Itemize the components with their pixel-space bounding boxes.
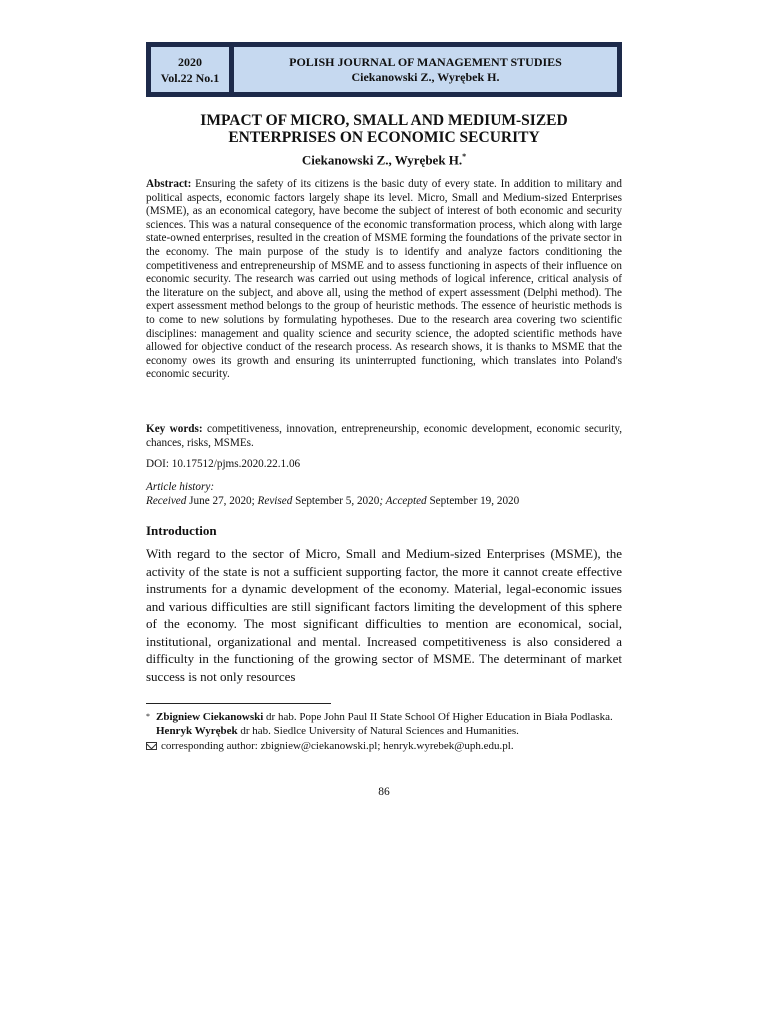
introduction-text: With regard to the sector of Micro, Small and Medium-sized Enterprises (MSME), the activity of the state is not a sufficient supporting factor, the more it cannot create effective instruments for a dynamic development of the economy. Material, legal-economic issues and various difficulties are still significant factors limiting the development of this sphere of the economy. The most significant difficulties to mention are economical, social, institutional, organizational and mental. Increased competitiveness is also considered a difficulty in the functioning of the growing sector of MSME. The determinant of market success is not only resources — [146, 546, 622, 684]
footnote-author1: Zbigniew Ciekanowski — [156, 711, 264, 723]
journal-name: POLISH JOURNAL OF MANAGEMENT STUDIES — [289, 54, 562, 69]
history-dates: Received June 27, 2020; Revised September 5, 2020; Accepted September 19, 2020 — [146, 495, 520, 507]
journal-header — [146, 42, 622, 97]
corresponding-author: corresponding author: zbigniew@ciekanowski.pl; henryk.wyrebek@uph.edu.pl. — [161, 740, 514, 752]
envelope-icon — [146, 742, 157, 750]
footnote-divider — [146, 703, 331, 704]
issue-volume: Vol.22 No.1 — [160, 70, 220, 85]
article-history — [146, 480, 519, 508]
footnote: * Zbigniew Ciekanowski dr hab. Pope John Paul II State School Of Higher Education in Biała Podlaska. Henryk Wyrębek dr hab. Siedlce University of Natural Sciences and Humanities. corresponding author: zbigniew@ciekanowski.pl; henryk.wyrebek@uph.edu.pl. — [146, 711, 613, 752]
paper-title: IMPACT OF MICRO, SMALL AND MEDIUM-SIZED ENTERPRISES ON ECONOMIC SECURITY — [200, 112, 568, 146]
issue-box — [150, 46, 230, 93]
abstract-text: Ensuring the safety of its citizens is the basic duty of every state. In addition to military and political aspects, economic factors largely shape its level. Micro, Small and Medium-sized Enterprises (MSME), as an economical category, have become the subject of interest of both economic and security sciences. This was a natural consequence of the economic transformation process, which along with large state-owned enterprises, resulted in the creation of MSME forming the foundations of the private sector in the economy. The main purpose of the study is to identify and analyze factors conditioning the competitiveness and entrepreneurship of MSME and to assess functioning in aspects of their influence on economic security. The research was carried out using methods of logical inference, critical analysis of the literature on the subject, and above all, using the method of expert assessment (Delphi method). The expert assessment method belongs to the group of heuristic methods. The essence of heuristic methods is to come to new solutions by formulating hypotheses. Due to the research area covering two scientific disciplines: management and quality science and security science, the adopted scientific methods have allowed for objective conduct of the research process. As research shows, it is thanks to MSME that the economy owes its growth and ensuring its uninterrupted functioning, which translates into Poland's economic security. — [146, 178, 622, 381]
footnote-mark: * — [146, 712, 150, 721]
running-authors: Ciekanowski Z., Wyrębek H. — [351, 69, 500, 84]
footnote-author2: Henryk Wyrębek — [156, 725, 238, 737]
journal-box — [233, 46, 618, 93]
section-heading-introduction: Introduction — [146, 523, 217, 538]
keywords-label: Key words: — [146, 423, 203, 435]
keywords — [146, 422, 622, 450]
abstract-label: Abstract: — [146, 178, 192, 190]
footnote-marker: * — [462, 152, 467, 161]
page-number: 86 — [378, 786, 390, 798]
keywords-text: competitiveness, innovation, entrepreneurship, economic development, economic security, chances, risks, MSMEs. — [146, 423, 622, 449]
history-label: Article history: — [146, 481, 215, 493]
doi: DOI: 10.17512/pjms.2020.22.1.06 — [146, 458, 301, 470]
issue-year: 2020 — [178, 54, 202, 69]
abstract — [146, 178, 622, 382]
paper-authors: Ciekanowski Z., Wyrębek H.* — [301, 152, 467, 168]
